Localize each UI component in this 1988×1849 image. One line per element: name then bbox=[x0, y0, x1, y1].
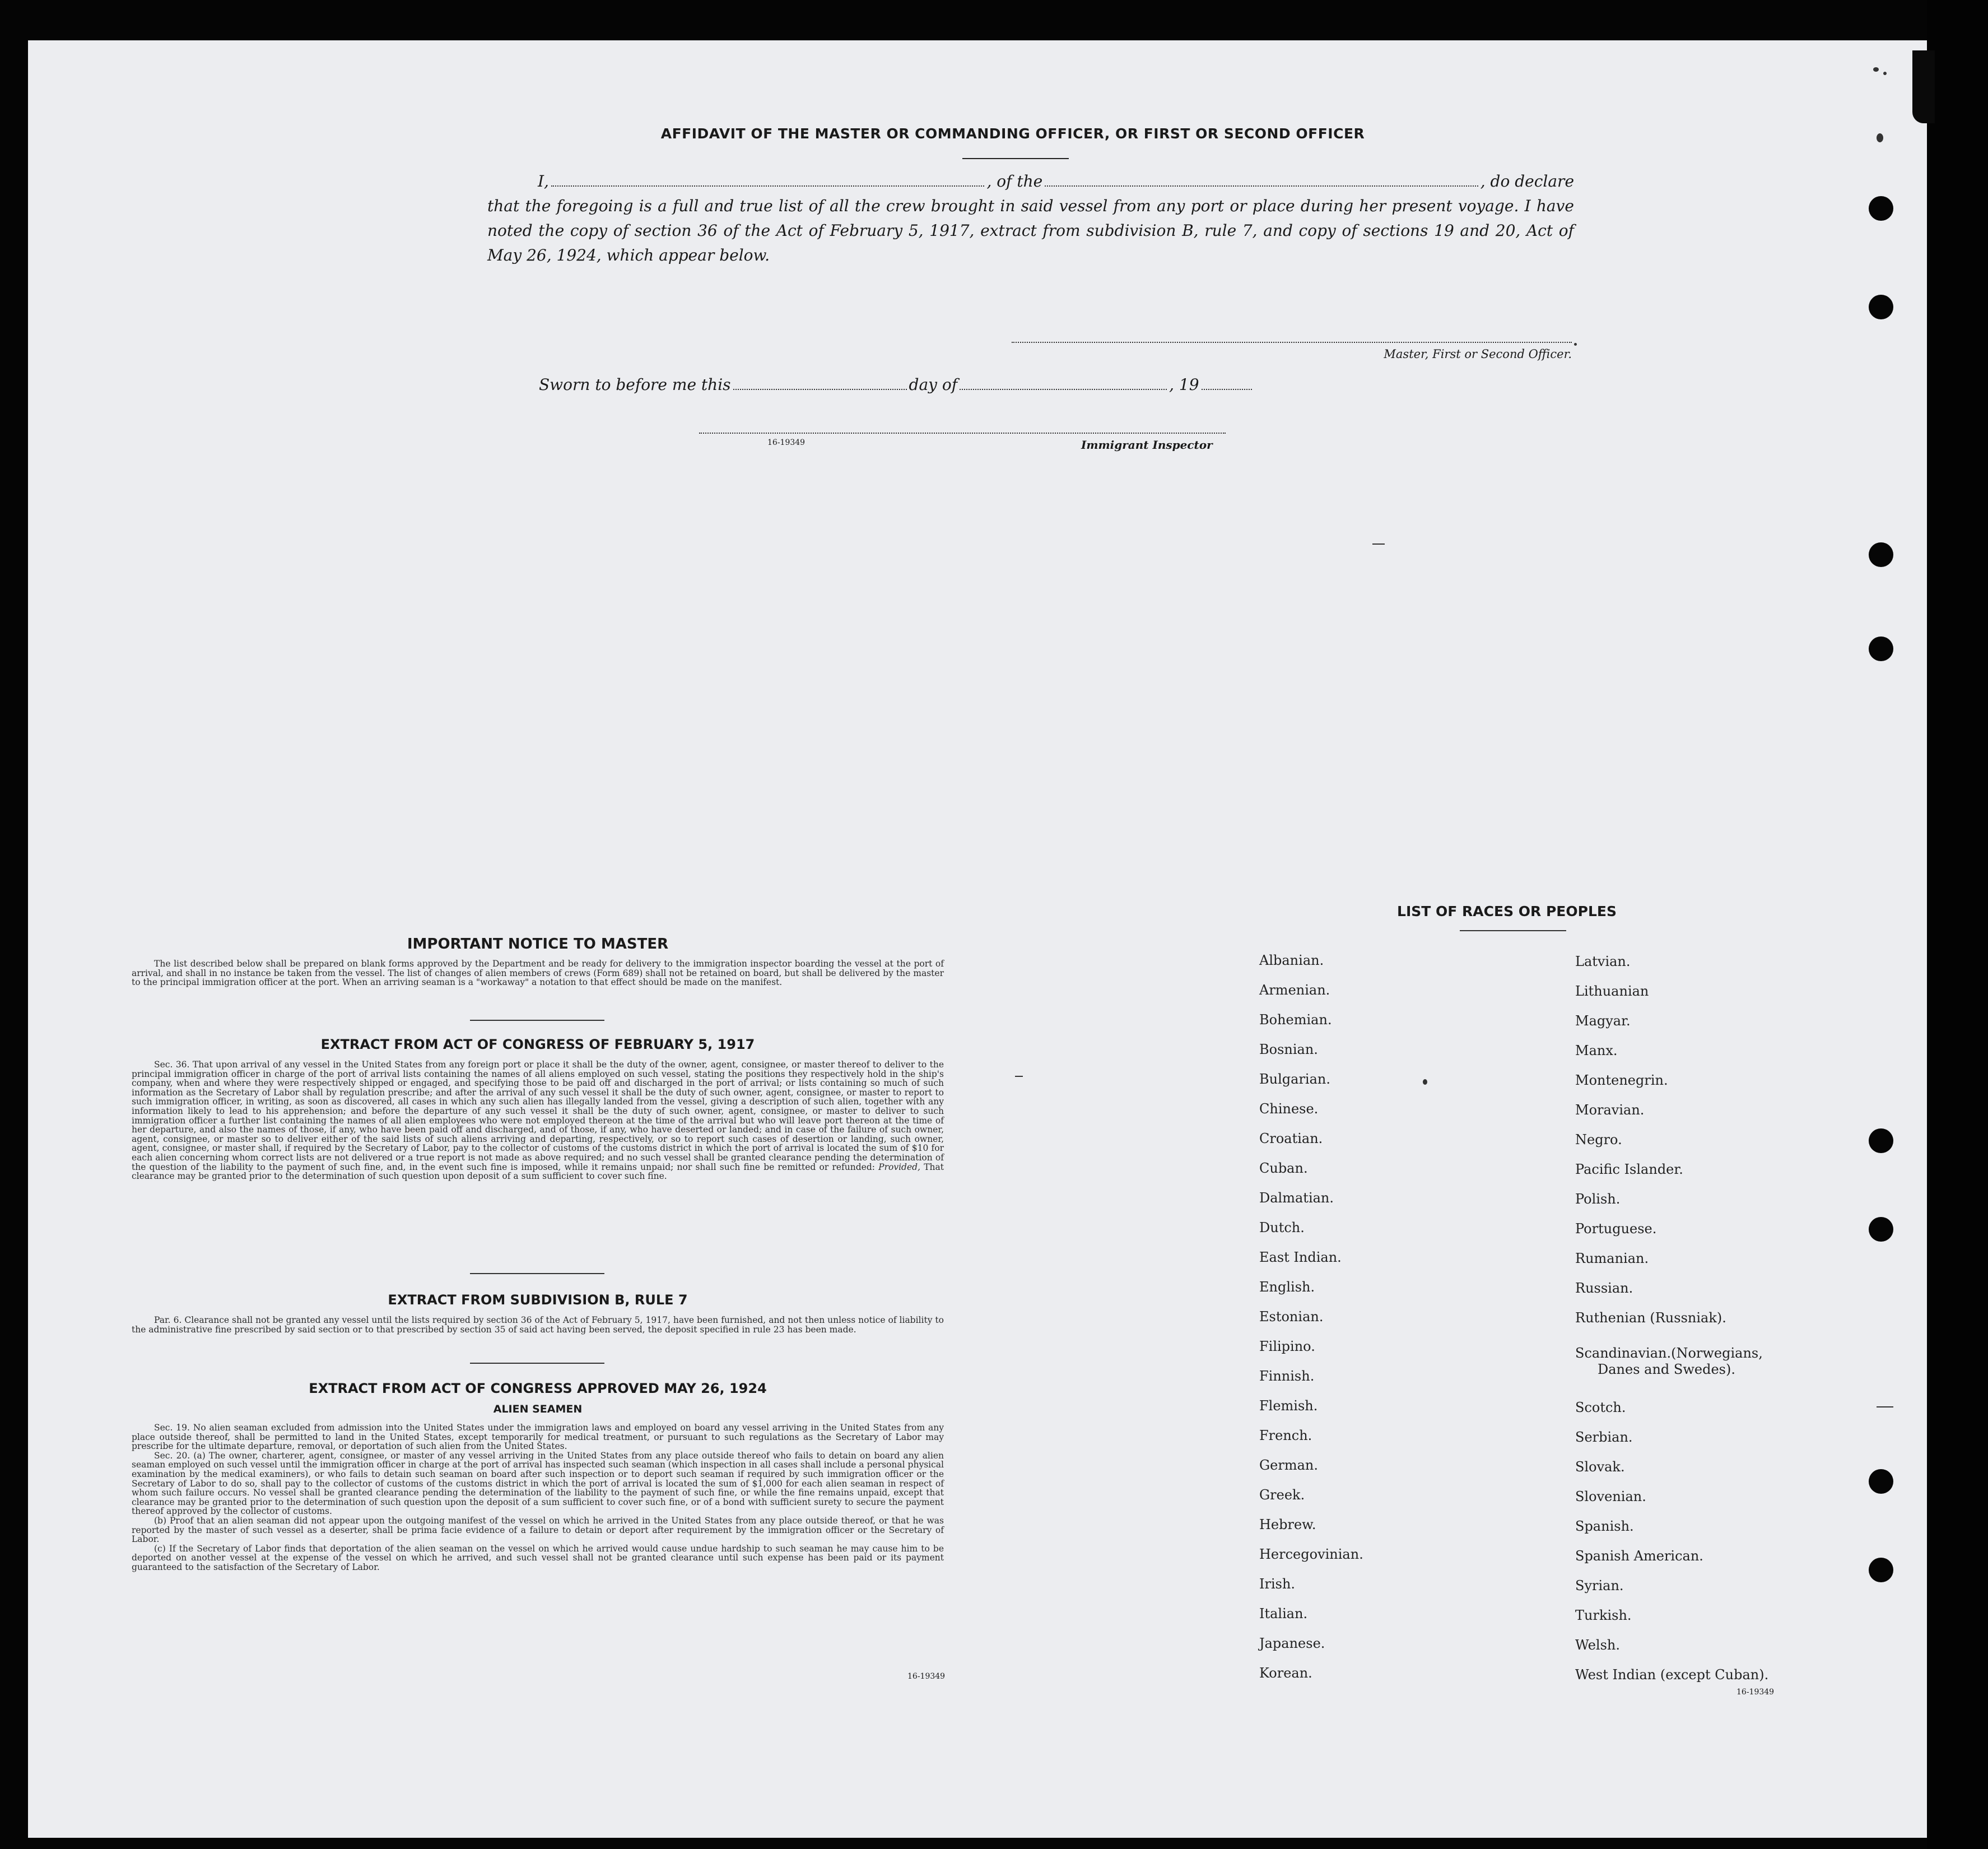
sec36-text: Sec. 36. That upon arrival of any vessel in the United States from any foreign port or place it shall be the duty of the owner, agent, consignee, or master thereof to deliver to the principal immigration officer in charge of the port of arrival lists containing the names of all aliens employed on such vessel, stating the positions they respectively hold in the ship's company, when and where they were respectively shipped or engaged, and specifying those to be paid off and discharged in the port of arrival; or lists containing so much of such information as the Secretary of Labor shall by regulation prescribe; and after the arrival of any such vessel it shall be the duty of such owner, agent, consignee, or master to report to such immigration officer, in writing, as soon as discovered, all cases in which any such alien has illegally landed from the vessel, giving a description of such alien, together with any information likely to lead to his apprehension; and before the departure of any such vessel it shall be the duty of such owner, agent, consignee, or master to deliver to such immigration officer a further list containing the names of all alien employees who were not employed thereon at the time of the arrival but who will leave port thereon at the time of her departure, and also the names of those, if any, who have been paid off and discharged, and of those, if any, who have deserted or landed; and in case of the failure of such owner, agent, consignee, or master so to deliver either of the said lists of such aliens arriving and departing, respectively, or so to report such cases of desertion or landing, such owner, agent, consignee, or master shall, if required by the Secretary of Labor, pay to the collector of customs of the customs district in which the port of arrival is located the sum of $10 for each alien concerning whom correct lists are not delivered or a true report is not made as above required; and no such vessel shall be granted clearance pending the determination of the question of the liability to the payment of such fine, and, in the event such fine is imposed, while it remains unpaid; nor shall such fine be remitted or refunded: bbox=[132, 1060, 944, 1172]
scan-edge-tear bbox=[1912, 50, 1935, 123]
notice-text bbox=[132, 959, 944, 987]
race-item: Lithuanian bbox=[1575, 983, 1649, 999]
name-blank bbox=[551, 174, 985, 187]
race-item: Welsh. bbox=[1575, 1637, 1620, 1653]
binder-hole bbox=[1869, 1128, 1893, 1153]
race-item: French. bbox=[1259, 1428, 1312, 1443]
race-item: Slovenian. bbox=[1575, 1489, 1646, 1504]
extract-1924-text bbox=[132, 1423, 944, 1572]
declaration-line bbox=[487, 169, 1574, 194]
notice-paragraph: The list described below shall be prepared on blank forms approved by the Department and be ready for delivery to the immigration inspector boarding the vessel at the port of arrival, and shall in no instance be taken from the vessel. The list of changes of alien members of crews (Form 689) shall not be retained on board, but shall be delivered by the master to the principal immigration officer at the port. When an arriving seaman is a "workaway" a notation to that effect should be made on the manifest. bbox=[132, 959, 944, 988]
ink-speck bbox=[1883, 72, 1887, 75]
race-item: Russian. bbox=[1575, 1280, 1633, 1296]
sec36-paragraph bbox=[132, 1060, 944, 1181]
ink-speck bbox=[1574, 343, 1577, 346]
affidavit-title: AFFIDAVIT OF THE MASTER OR COMMANDING OFFICER, OR FIRST OR SECOND OFFICER bbox=[660, 126, 1365, 142]
notice-title: IMPORTANT NOTICE TO MASTER bbox=[407, 936, 669, 953]
race-item: Turkish. bbox=[1575, 1608, 1632, 1623]
race-item: Magyar. bbox=[1575, 1013, 1631, 1029]
race-item: Slovak. bbox=[1575, 1459, 1625, 1475]
sec19-paragraph: Sec. 19. No alien seaman excluded from admission into the United States under the immigration laws and employed on board any vessel arriving in the United States from any place outside thereof, shall be permitted to land in the United States, except temporarily for medical treatment, or pursuant to such regulations as the Secretary of Labor may prescribe for the ultimate departure, removal, or deportation of such alien from the United States. bbox=[132, 1423, 944, 1452]
sworn-line bbox=[539, 375, 1267, 394]
binder-hole bbox=[1869, 637, 1893, 661]
section-rule bbox=[470, 1363, 604, 1364]
race-item: German. bbox=[1259, 1457, 1318, 1473]
extract-1924-title: EXTRACT FROM ACT OF CONGRESS APPROVED MAY 26, 1924 bbox=[309, 1381, 767, 1396]
race-item: Finnish. bbox=[1259, 1368, 1315, 1384]
master-caption: Master, First or Second Officer. bbox=[1384, 347, 1572, 361]
race-item: Portuguese. bbox=[1575, 1221, 1657, 1237]
race-item: Moravian. bbox=[1575, 1102, 1645, 1118]
ink-speck bbox=[1877, 133, 1883, 142]
race-item: Scotch. bbox=[1575, 1400, 1626, 1415]
race-item: Spanish American. bbox=[1575, 1548, 1703, 1564]
race-item: Japanese. bbox=[1259, 1636, 1325, 1651]
day-blank bbox=[733, 378, 907, 390]
form-number: 16-19349 bbox=[1736, 1688, 1775, 1697]
of-the-label: , of the bbox=[986, 172, 1043, 191]
race-item: Montenegrin. bbox=[1575, 1072, 1668, 1088]
scan-edge bbox=[1927, 0, 1988, 1849]
race-item: Ruthenian (Russniak). bbox=[1575, 1310, 1726, 1326]
race-item: Dalmatian. bbox=[1259, 1190, 1334, 1206]
do-declare-label: , do declare bbox=[1480, 172, 1575, 191]
race-item: West Indian (except Cuban). bbox=[1575, 1667, 1769, 1683]
race-item: Syrian. bbox=[1575, 1578, 1624, 1594]
sec20b-paragraph: (b) Proof that an alien seaman did not appear upon the outgoing manifest of the vessel on which he arrived in the United States from any place outside thereof, or that he was reported by the master of such vessel as a deserter, shall be prima facie evidence of a failure to detain or deport after requirement by the immigration officer or the Secretary of Labor. bbox=[132, 1515, 944, 1545]
form-number: 16-19349 bbox=[907, 1672, 946, 1681]
race-item: Dutch. bbox=[1259, 1220, 1305, 1235]
document-page bbox=[28, 40, 1927, 1838]
race-item: Spanish. bbox=[1575, 1518, 1634, 1534]
race-item: Serbian. bbox=[1575, 1429, 1633, 1445]
proviso-word: Provided, bbox=[878, 1162, 921, 1172]
race-item: Scandinavian.(Norwegians, bbox=[1575, 1345, 1763, 1361]
month-blank bbox=[960, 378, 1167, 390]
vessel-blank bbox=[1045, 174, 1478, 187]
race-item: Pacific Islander. bbox=[1575, 1162, 1683, 1177]
race-item: Cuban. bbox=[1259, 1160, 1308, 1176]
sec20a-paragraph: Sec. 20. (a) The owner, charterer, agent, consignee, or master of any vessel arriving in the United States from any place outside thereof who fails to detain on board any alien seaman employed on such vessel until the immigration officer in charge at the port of arrival has inspected such seaman (which inspection in all cases shall include a personal physical examination by the medical examiners), or who fails to detain such seaman on board after such inspection or to deport such seaman if required by such immigration officer or the Secretary of Labor to do so, shall pay to the collector of customs of the customs district in which the port of arrival is located the sum of $1,000 for each alien seaman in respect of whom such failure occurs. No vessel shall be granted clearance pending the determination of the liability to the payment of such fine, or while the fine remains unpaid, except that clearance may be granted prior to the determination of such question upon the deposit of a sum sufficient to cover such fine, or of a bond with sufficient surety to secure the payment thereof approved by the collector of customs. bbox=[132, 1450, 944, 1517]
race-item: Chinese. bbox=[1259, 1101, 1319, 1117]
race-item: Irish. bbox=[1259, 1576, 1296, 1592]
alien-seamen-subtitle: ALIEN SEAMEN bbox=[493, 1403, 583, 1415]
sec20c-paragraph: (c) If the Secretary of Labor finds that deportation of the alien seaman on the vessel on which he arrived would cause undue hardship to such seaman he may cause him to be deported on another vessel at the expense of the vessel on which he arrived, and such vessel shall not be granted clearance until such expense has been paid or its payment guaranteed to the satisfaction of the Secretary of Labor. bbox=[132, 1543, 944, 1572]
race-item: East Indian. bbox=[1259, 1249, 1342, 1265]
race-item: Albanian. bbox=[1259, 953, 1324, 968]
affidavit-body bbox=[487, 169, 1574, 268]
proviso-text: That clearance may be granted prior to the determination of such question upon deposit of a sum sufficient to cover such fine. bbox=[132, 1162, 944, 1182]
binder-hole bbox=[1869, 1469, 1893, 1494]
inspector-caption: Immigrant Inspector bbox=[1081, 438, 1213, 452]
sworn-prefix: Sworn to before me this bbox=[539, 375, 731, 394]
race-item: Korean. bbox=[1259, 1665, 1312, 1681]
year-blank bbox=[1202, 378, 1252, 390]
i-label: I, bbox=[538, 172, 549, 191]
races-title-rule bbox=[1460, 930, 1566, 931]
race-item: English. bbox=[1259, 1279, 1315, 1295]
extract-1917-text bbox=[132, 1060, 944, 1181]
form-number: 16-19349 bbox=[767, 438, 806, 447]
section-rule bbox=[470, 1273, 604, 1274]
race-item: Latvian. bbox=[1575, 954, 1631, 969]
race-item: Rumanian. bbox=[1575, 1251, 1649, 1266]
declaration-text: that the foregoing is a full and true list of all the crew brought in said vessel from any port or place during her present voyage. I have noted the copy of section 36 of the Act of February 5, 1917, extract from subdivision B, rule 7, and copy of sections 19 and 20, Act of May 26, 1924, which appear below. bbox=[487, 197, 1574, 264]
race-item: Manx. bbox=[1575, 1043, 1618, 1058]
ink-speck bbox=[1873, 67, 1879, 72]
race-item: Bulgarian. bbox=[1259, 1071, 1330, 1087]
title-rule bbox=[962, 158, 1069, 159]
extract-1917-title: EXTRACT FROM ACT OF CONGRESS OF FEBRUARY 5, 1917 bbox=[320, 1037, 755, 1052]
race-item: Hercegovinian. bbox=[1259, 1546, 1363, 1562]
race-item: Estonian. bbox=[1259, 1309, 1324, 1325]
year-prefix: , 19 bbox=[1169, 375, 1199, 394]
race-item: Croatian. bbox=[1259, 1131, 1323, 1146]
race-item: Hebrew. bbox=[1259, 1517, 1316, 1532]
binder-hole bbox=[1869, 196, 1893, 221]
ink-speck bbox=[1015, 1076, 1023, 1077]
race-item: Greek. bbox=[1259, 1487, 1305, 1503]
race-item: Italian. bbox=[1259, 1606, 1308, 1622]
race-item: Flemish. bbox=[1259, 1398, 1318, 1414]
race-item: Bohemian. bbox=[1259, 1012, 1332, 1028]
subdivision-b-text bbox=[132, 1316, 944, 1334]
race-item: Polish. bbox=[1575, 1191, 1621, 1207]
master-signature-line bbox=[1012, 342, 1572, 343]
ink-speck bbox=[1423, 1079, 1427, 1085]
race-item: Filipino. bbox=[1259, 1339, 1315, 1354]
binder-hole bbox=[1869, 542, 1893, 567]
binder-hole bbox=[1869, 295, 1893, 319]
inspector-signature-line bbox=[699, 433, 1226, 434]
subdivision-b-title: EXTRACT FROM SUBDIVISION B, RULE 7 bbox=[388, 1292, 688, 1308]
race-item: Negro. bbox=[1575, 1132, 1622, 1148]
ink-speck bbox=[1372, 543, 1385, 545]
ink-speck bbox=[1877, 1406, 1893, 1407]
race-item: Armenian. bbox=[1259, 982, 1330, 998]
binder-hole bbox=[1869, 1217, 1893, 1242]
race-item: Bosnian. bbox=[1259, 1042, 1318, 1057]
binder-hole bbox=[1869, 1558, 1893, 1582]
race-item-continued: Danes and Swedes). bbox=[1598, 1362, 1735, 1377]
par6-paragraph: Par. 6. Clearance shall not be granted any vessel until the lists required by section 36 of the Act of February 5, 1917, have been furnished, and not then unless notice of liability to the administrative fine prescribed by said section or to that prescribed by section 35 of said act having been served, the deposit specified in rule 23 has been made. bbox=[132, 1315, 944, 1335]
races-title: LIST OF RACES OR PEOPLES bbox=[1397, 903, 1617, 919]
day-of-label: day of bbox=[909, 375, 958, 394]
section-rule bbox=[470, 1020, 604, 1021]
